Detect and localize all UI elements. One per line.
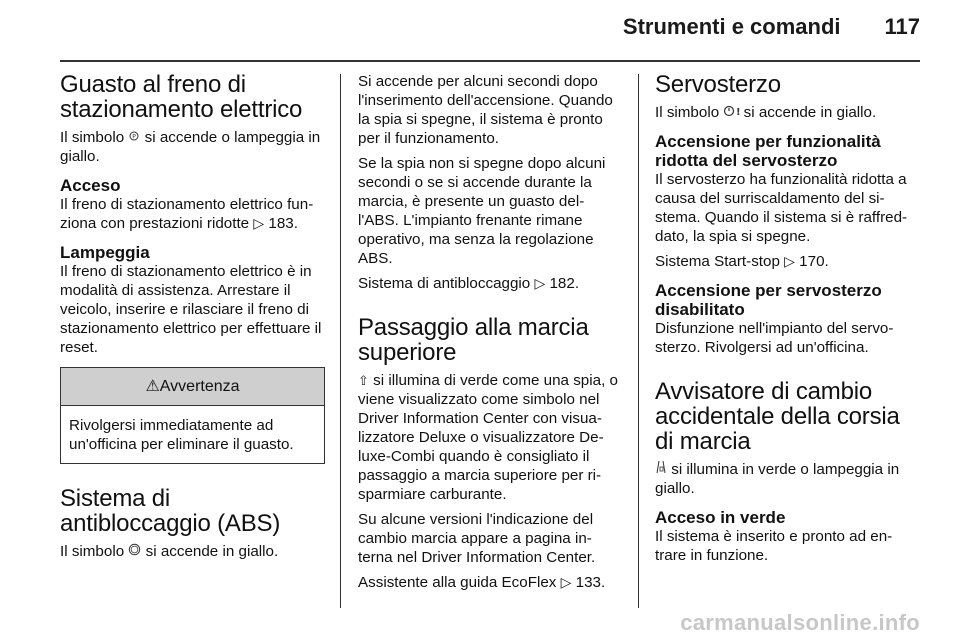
para-acceso: Il freno di stazionamento elettrico fun- ziona con prestazioni ridotte ▷ 183. (60, 196, 314, 232)
park-brake-fault-icon (128, 128, 140, 147)
column-1 (60, 72, 325, 561)
heading-upshift: Passaggio alla marcia superiore (358, 314, 589, 366)
header-rule (60, 60, 920, 62)
column-3 (655, 72, 920, 565)
para-disabilitato: Disfunzione nell'impianto del servo- sterzo. Rivolgersi ad un'officina. (655, 320, 894, 356)
heading-lane-departure: Avvisatore di cambio accidentale della corsia di marcia (655, 378, 900, 455)
heading-servosterzo: Servosterzo (655, 71, 781, 98)
column-divider-1 (340, 74, 341, 608)
page-ref-link[interactable]: 133. (575, 574, 606, 591)
para-servo-symbol: Il simbolo ! si accende in giallo. (655, 104, 877, 121)
para-abs-fault: Se la spia non si spegne dopo alcuni secondi o se si accende durante la marcia, è presente un guasto del- l'ABS. L'impianto frenante rimane operativo, ma senza la regolazione ABS. (358, 155, 606, 267)
para-abs-startup: Si accende per alcuni secondi dopo l'inserimento dell'accensione. Quando la spia si spegne, il sistema è pronto per il funzionamento. (358, 73, 613, 147)
para-upshift: ⇧ si illumina di verde come una spia, o viene visualizzato come simbolo nel Driver Information Center con visua- lizzatore Deluxe o visualizzatore De- luxe-Combi quando è consigliato il passaggio a marcia superiore per ri- sparmiare carburante. (358, 372, 618, 503)
para-upshift-version: Su alcune versioni l'indicazione del cambio marcia appare a pagina in- terna nel Driver Information Center. (358, 511, 596, 566)
ref-arrow-icon: ▷ (784, 253, 795, 269)
svg-text:P: P (132, 133, 137, 141)
watermark: carmanualsonline.info (680, 610, 920, 635)
section-title: Strumenti e comandi (622, 14, 841, 39)
heading-abs: Sistema di antibloccaggio (ABS) (60, 485, 281, 537)
power-steering-icon (723, 103, 739, 122)
heading-lampeggia: Lampeggia (60, 243, 150, 262)
ref-arrow-icon: ▷ (253, 215, 265, 231)
warning-header (61, 368, 324, 406)
para-lampeggia: Il freno di stazionamento elettrico è in modalità di assistenza. Arrestare il veicolo, inserire e rilasciare il freno di stazionamento elettrico per effettuare il reset. (60, 263, 322, 356)
column-divider-2 (638, 74, 639, 608)
upshift-arrow-icon: ⇧ (358, 373, 369, 388)
warning-triangle-icon: ⚠ (145, 378, 160, 395)
page-ref-link[interactable]: 183. (268, 215, 298, 232)
heading-disabilitato: Accensione per servosterzo disabilitato (655, 281, 882, 319)
heading-park-brake-fault: Guasto al freno di stazionamento elettrico (60, 71, 303, 123)
para-ridotta: Il servosterzo ha funzionalità ridotta a causa del surriscaldamento del si- stema. Quando il sistema si è raffred- dato, la spia si spegne. (655, 171, 908, 245)
page-number: 117 (884, 14, 920, 39)
svg-text:!: ! (736, 107, 741, 118)
ref-arrow-icon: ▷ (534, 275, 546, 291)
warning-body: Rivolgersi immediatamente ad un'officina per eliminare il guasto. (69, 417, 294, 453)
para-verde: Il sistema è inserito e pronto ad en- trare in funzione. (655, 528, 893, 564)
heading-acceso: Acceso (60, 176, 121, 195)
ref-arrow-icon: ▷ (560, 574, 572, 590)
para-park-symbol: Il simbolo P si accende o lampeggia in giallo. (60, 129, 321, 165)
para-abs-ref: Sistema di antibloccaggio ▷ 182. (358, 275, 580, 292)
para-start-stop: Sistema Start-stop ▷ 170. (655, 253, 829, 270)
page-header (623, 14, 920, 40)
lane-departure-icon (655, 460, 667, 479)
page-ref-link[interactable]: 182. (549, 275, 580, 292)
para-lane: si illumina in verde o lampeggia in giallo. (655, 461, 900, 497)
para-abs-symbol: Il simbolo si accende in giallo. (60, 543, 279, 560)
abs-icon (128, 542, 141, 561)
page-ref-link[interactable]: 170. (799, 253, 829, 270)
warning-title: Avvertenza (159, 378, 240, 395)
para-ecoflex: Assistente alla guida EcoFlex ▷ 133. (358, 574, 606, 591)
heading-ridotta: Accensione per funzionalità ridotta del servosterzo (655, 132, 881, 170)
column-2 (358, 72, 623, 592)
heading-verde: Acceso in verde (655, 508, 786, 527)
warning-box (60, 367, 325, 464)
